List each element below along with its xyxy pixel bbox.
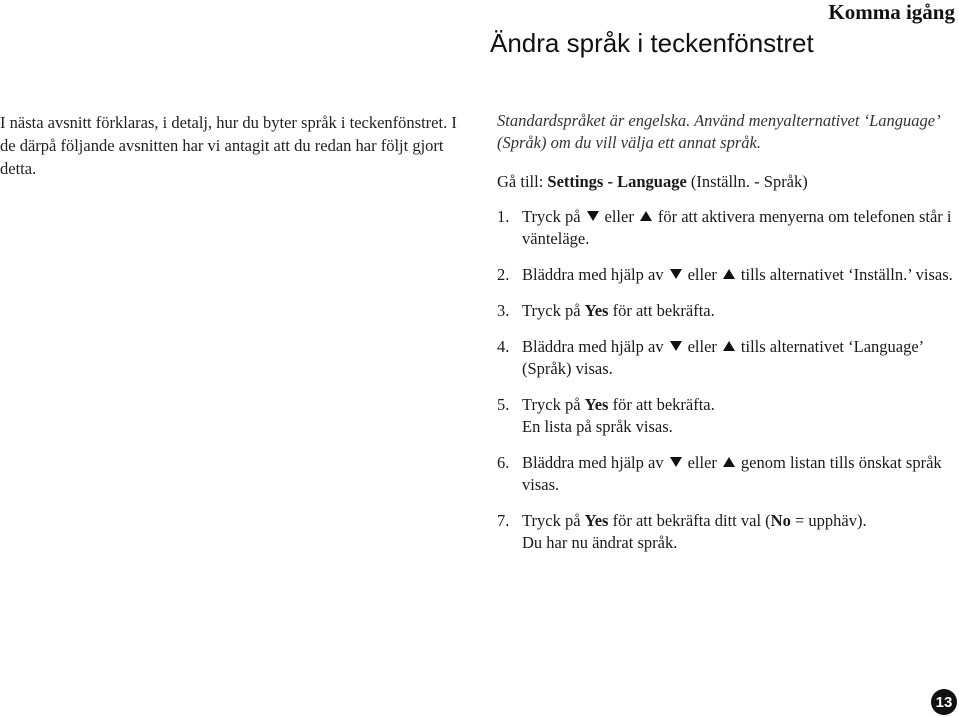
yes-key-label: Yes bbox=[584, 301, 609, 320]
section-label: Komma igång bbox=[828, 0, 955, 24]
step-text: för att bekräfta. bbox=[612, 395, 715, 414]
step-text: Tryck på bbox=[522, 301, 581, 320]
step-number: 5. bbox=[497, 395, 510, 414]
page-title: Ändra språk i teckenfönstret bbox=[490, 28, 814, 58]
step-text: för att bekräfta ditt val ( bbox=[612, 511, 771, 530]
yes-key-label: Yes bbox=[584, 395, 609, 414]
step-number: 3. bbox=[497, 301, 510, 320]
step-text: Bläddra med hjälp av bbox=[522, 265, 664, 284]
step-6 bbox=[497, 452, 955, 496]
step-text: för att bekräfta. bbox=[612, 301, 715, 320]
step-text: tills alternativet ‘Language’ (Språk) visas. bbox=[522, 337, 923, 378]
step-text: = upphäv). bbox=[794, 511, 867, 530]
menu-path-suffix: (Inställn. - Språk) bbox=[690, 172, 808, 191]
step-number: 4. bbox=[497, 337, 510, 356]
menu-path bbox=[497, 171, 955, 193]
step-number: 6. bbox=[497, 453, 510, 472]
step-7 bbox=[497, 510, 955, 554]
step-text: eller bbox=[604, 207, 634, 226]
step-text: Tryck på bbox=[522, 395, 581, 414]
arrow-up-icon bbox=[723, 457, 735, 467]
step-text: Bläddra med hjälp av bbox=[522, 337, 664, 356]
step-text: Tryck på bbox=[522, 207, 581, 226]
menu-path-prefix: Gå till: bbox=[497, 172, 544, 191]
step-text: genom listan tills önskat språk visas. bbox=[522, 453, 942, 494]
step-text: eller bbox=[687, 453, 717, 472]
intro-text: I nästa avsnitt förklaras, i detalj, hur du byter språk i teckenfönstret. I de därpå följande avsnitten har vi antagit att du redan har följt gjort detta. bbox=[0, 113, 457, 178]
arrow-down-icon bbox=[670, 269, 682, 279]
steps-list bbox=[497, 206, 955, 554]
step-number: 1. bbox=[497, 207, 510, 226]
default-language-note: Standardspråket är engelska. Använd menyalternativet ‘Language’ (Språk) om du vill välja ett annat språk. bbox=[497, 111, 939, 152]
arrow-down-icon bbox=[587, 211, 599, 221]
step-text: Bläddra med hjälp av bbox=[522, 453, 664, 472]
arrow-down-icon bbox=[670, 341, 682, 351]
step-number: 2. bbox=[497, 265, 510, 284]
step-4 bbox=[497, 336, 955, 380]
step-5 bbox=[497, 394, 955, 438]
step-3 bbox=[497, 300, 955, 322]
step-2 bbox=[497, 264, 955, 286]
step-text: Tryck på bbox=[522, 511, 581, 530]
no-key-label: No bbox=[770, 511, 791, 530]
step-text: eller bbox=[687, 265, 717, 284]
step-text: eller bbox=[687, 337, 717, 356]
arrow-up-icon bbox=[723, 269, 735, 279]
arrow-up-icon bbox=[723, 341, 735, 351]
yes-key-label: Yes bbox=[584, 511, 609, 530]
step-number: 7. bbox=[497, 511, 510, 530]
arrow-up-icon bbox=[640, 211, 652, 221]
page-number-badge: 13 bbox=[931, 689, 957, 715]
menu-path-bold: Settings - Language bbox=[547, 172, 687, 191]
step-result: Du har nu ändrat språk. bbox=[522, 533, 678, 552]
step-text: för att aktivera menyerna om telefonen står i vänteläge. bbox=[522, 207, 952, 248]
step-result: En lista på språk visas. bbox=[522, 417, 673, 436]
arrow-down-icon bbox=[670, 457, 682, 467]
step-text: tills alternativet ‘Inställn.’ visas. bbox=[740, 265, 953, 284]
main-content bbox=[497, 110, 955, 568]
step-1 bbox=[497, 206, 955, 250]
